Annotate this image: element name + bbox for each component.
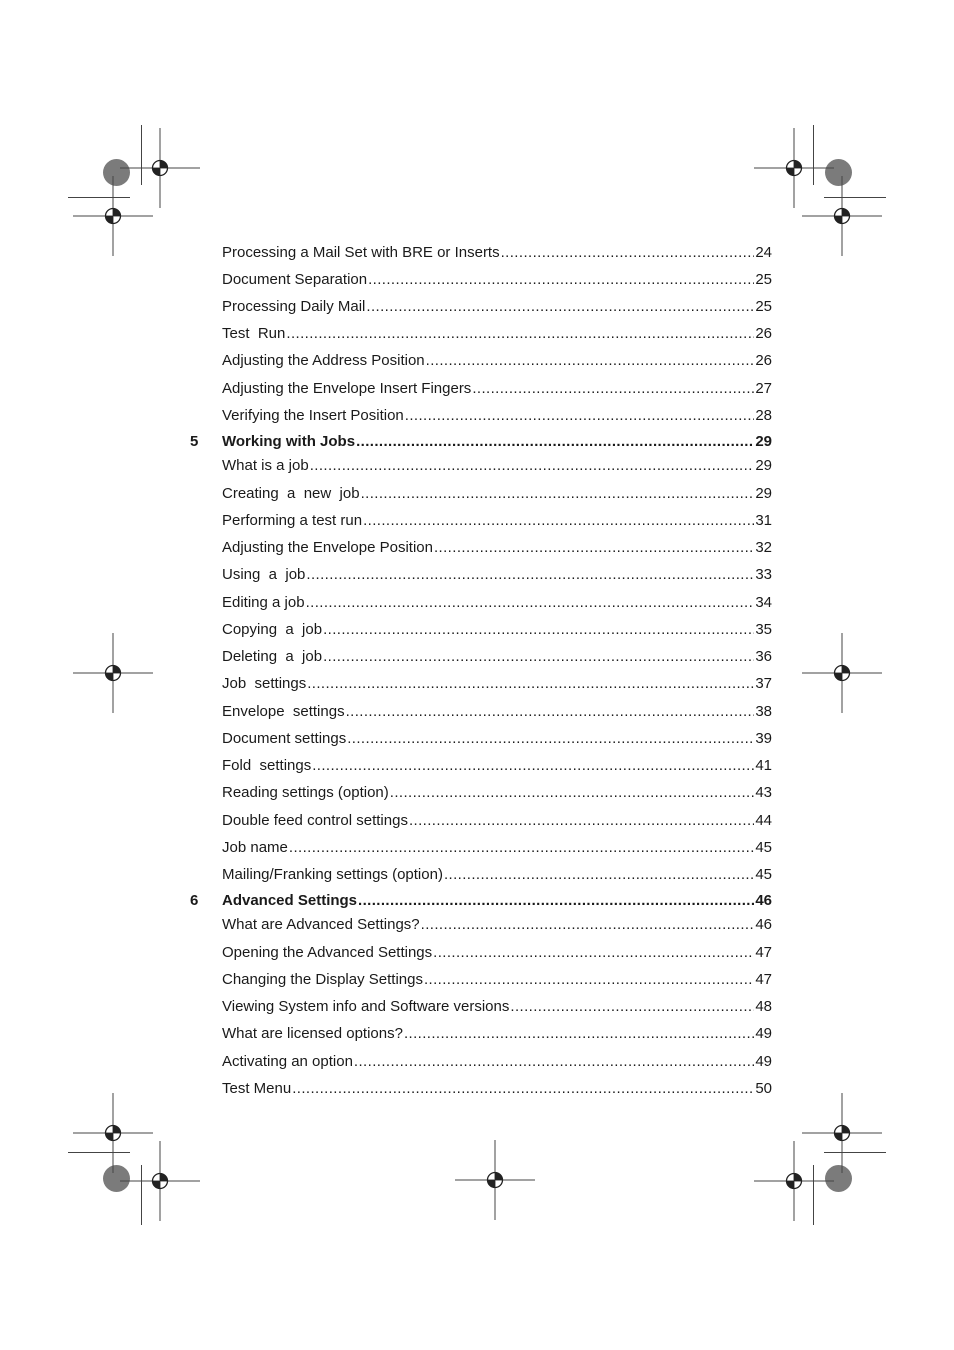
toc-leader-dots: [306, 592, 755, 614]
toc-chapter-entry[interactable]: [190, 890, 772, 912]
toc-entry[interactable]: [222, 914, 772, 936]
toc-entry-title: Changing the Display Settings: [222, 971, 423, 988]
toc-page-number: 47: [755, 944, 772, 961]
toc-leader-dots: [323, 619, 754, 641]
crop-line: [141, 1165, 142, 1225]
toc-leader-dots: [356, 431, 754, 453]
toc-page-number: 43: [755, 784, 772, 801]
toc-page-number: 46: [755, 892, 772, 909]
toc-entry[interactable]: [222, 1078, 772, 1100]
toc-entry[interactable]: [222, 810, 772, 832]
toc-entry-title: Job settings: [222, 675, 307, 692]
toc-leader-dots: [289, 837, 754, 859]
registration-crosshair-icon: [802, 633, 882, 713]
toc-leader-dots: [404, 1023, 754, 1045]
toc-entry[interactable]: [222, 592, 772, 614]
toc-entry-title: What is a job: [222, 457, 309, 474]
toc-page-number: 50: [755, 1080, 772, 1097]
toc-entry-title: Performing a test run: [222, 512, 363, 529]
toc-entry-title: Processing Daily Mail: [222, 298, 366, 315]
toc-leader-dots: [434, 537, 754, 559]
toc-page-number: 29: [755, 433, 772, 450]
toc-entry-title: What are licensed options?: [222, 1025, 403, 1042]
toc-entry-title: Job name: [222, 839, 288, 856]
toc-page-number: 31: [755, 512, 772, 529]
registration-crosshair-icon: [73, 1093, 153, 1173]
toc-entry-title: Deleting a job: [222, 648, 323, 665]
toc-entry[interactable]: [222, 564, 772, 586]
toc-entry-title: Viewing System info and Software versions: [222, 998, 510, 1015]
toc-leader-dots: [286, 323, 754, 345]
toc-leader-dots: [444, 864, 754, 886]
toc-page-number: 45: [755, 839, 772, 856]
toc-leader-dots: [368, 269, 754, 291]
toc-leader-dots: [310, 455, 755, 477]
toc-entry[interactable]: [222, 378, 772, 400]
toc-entry[interactable]: [222, 782, 772, 804]
toc-entry[interactable]: [222, 619, 772, 641]
toc-entry[interactable]: [222, 483, 772, 505]
toc-page-number: 49: [755, 1025, 772, 1042]
registration-crosshair-icon: [73, 176, 153, 256]
toc-entry-title: Adjusting the Envelope Insert Fingers: [222, 380, 472, 397]
toc-entry-title: Test Run: [222, 325, 286, 342]
toc-leader-dots: [405, 405, 755, 427]
toc-leader-dots: [307, 673, 754, 695]
toc-leader-dots: [312, 755, 754, 777]
toc-entry-title: Copying a job: [222, 621, 323, 638]
toc-entry-title: Using a job: [222, 566, 306, 583]
toc-entry-title: Test Menu: [222, 1080, 292, 1097]
crop-line: [824, 1152, 886, 1153]
toc-leader-dots: [358, 890, 754, 912]
toc-leader-dots: [306, 564, 754, 586]
toc-leader-dots: [390, 782, 755, 804]
toc-entry[interactable]: [222, 510, 772, 532]
toc-leader-dots: [433, 942, 754, 964]
crop-line: [824, 197, 886, 198]
toc-leader-dots: [363, 510, 754, 532]
toc-page-number: 48: [755, 998, 772, 1015]
toc-page-number: 45: [755, 866, 772, 883]
toc-page-number: 25: [755, 271, 772, 288]
toc-entry[interactable]: [222, 755, 772, 777]
toc-entry[interactable]: [222, 1051, 772, 1073]
toc-page-number: 36: [755, 648, 772, 665]
crop-line: [68, 1152, 130, 1153]
toc-page-number: 35: [755, 621, 772, 638]
crop-line: [141, 125, 142, 185]
toc-leader-dots: [501, 242, 755, 264]
toc-page-number: 29: [755, 485, 772, 502]
toc-entry[interactable]: [222, 996, 772, 1018]
toc-page-number: 38: [755, 703, 772, 720]
toc-page-number: 33: [755, 566, 772, 583]
toc-leader-dots: [421, 914, 755, 936]
toc-entry[interactable]: [222, 323, 772, 345]
toc-entry-title: Creating a new job: [222, 485, 360, 502]
toc-entry[interactable]: [222, 837, 772, 859]
registration-crosshair-icon: [455, 1140, 535, 1220]
toc-page-number: 37: [755, 675, 772, 692]
toc-leader-dots: [366, 296, 754, 318]
toc-chapter-entry[interactable]: [190, 431, 772, 453]
toc-page-number: 25: [755, 298, 772, 315]
toc-entry[interactable]: [222, 350, 772, 372]
toc-entry[interactable]: [222, 296, 772, 318]
toc-leader-dots: [346, 701, 755, 723]
toc-entry-title: What are Advanced Settings?: [222, 916, 420, 933]
registration-crosshair-icon: [802, 176, 882, 256]
toc-entry-title: Document settings: [222, 730, 347, 747]
toc-leader-dots: [361, 483, 755, 505]
toc-entry[interactable]: [222, 455, 772, 477]
toc-entry[interactable]: [222, 728, 772, 750]
toc-entry-title: Double feed control settings: [222, 812, 408, 829]
toc-entry[interactable]: [222, 269, 772, 291]
toc-page-number: 41: [755, 757, 772, 774]
toc-leader-dots: [472, 378, 754, 400]
toc-entry-title: Fold settings: [222, 757, 312, 774]
toc-entry[interactable]: [222, 864, 772, 886]
toc-entry[interactable]: [222, 537, 772, 559]
toc-page-number: 26: [755, 325, 772, 342]
toc-page-number: 29: [755, 457, 772, 474]
toc-entry[interactable]: [222, 969, 772, 991]
crop-line: [813, 1165, 814, 1225]
toc-leader-dots: [510, 996, 754, 1018]
toc-entry[interactable]: [222, 673, 772, 695]
toc-entry-title: Activating an option: [222, 1053, 353, 1070]
toc-page-number: 47: [755, 971, 772, 988]
toc-entry[interactable]: [222, 942, 772, 964]
toc-page-number: 34: [755, 594, 772, 611]
toc-entry-title: Working with Jobs: [222, 433, 356, 450]
toc-page-number: 32: [755, 539, 772, 556]
toc-page-number: 44: [755, 812, 772, 829]
toc-entry[interactable]: [222, 242, 772, 264]
toc-entry-title: Verifying the Insert Position: [222, 407, 404, 424]
toc-entry[interactable]: [222, 1023, 772, 1045]
toc-entry-title: Opening the Advanced Settings: [222, 944, 433, 961]
toc-entry-title: Reading settings (option): [222, 784, 389, 801]
toc-page-number: 27: [755, 380, 772, 397]
toc-leader-dots: [354, 1051, 754, 1073]
toc-leader-dots: [409, 810, 754, 832]
toc-entry-title: Editing a job: [222, 594, 305, 611]
toc-chapter-number: 5: [190, 433, 199, 450]
toc-leader-dots: [424, 969, 754, 991]
toc-entry-title: Document Separation: [222, 271, 368, 288]
toc-leader-dots: [426, 350, 755, 372]
toc-leader-dots: [323, 646, 754, 668]
crop-line: [813, 125, 814, 185]
toc-page-number: 24: [755, 244, 772, 261]
toc-entry[interactable]: [222, 701, 772, 723]
toc-entry-title: Advanced Settings: [222, 892, 358, 909]
toc-page-number: 46: [755, 916, 772, 933]
toc-entry[interactable]: [222, 405, 772, 427]
toc-entry[interactable]: [222, 646, 772, 668]
toc-entry-title: Adjusting the Address Position: [222, 352, 425, 369]
registration-crosshair-icon: [73, 633, 153, 713]
toc-page-number: 28: [755, 407, 772, 424]
toc-page-number: 49: [755, 1053, 772, 1070]
crop-line: [68, 197, 130, 198]
toc-entry-title: Mailing/Franking settings (option): [222, 866, 443, 883]
toc-entry-title: Envelope settings: [222, 703, 345, 720]
registration-crosshair-icon: [802, 1093, 882, 1173]
toc-page-number: 26: [755, 352, 772, 369]
toc-entry-title: Processing a Mail Set with BRE or Inserts: [222, 244, 500, 261]
toc-entry-title: Adjusting the Envelope Position: [222, 539, 433, 556]
toc-leader-dots: [292, 1078, 754, 1100]
toc-chapter-number: 6: [190, 892, 199, 909]
toc-leader-dots: [347, 728, 754, 750]
toc-page-number: 39: [755, 730, 772, 747]
